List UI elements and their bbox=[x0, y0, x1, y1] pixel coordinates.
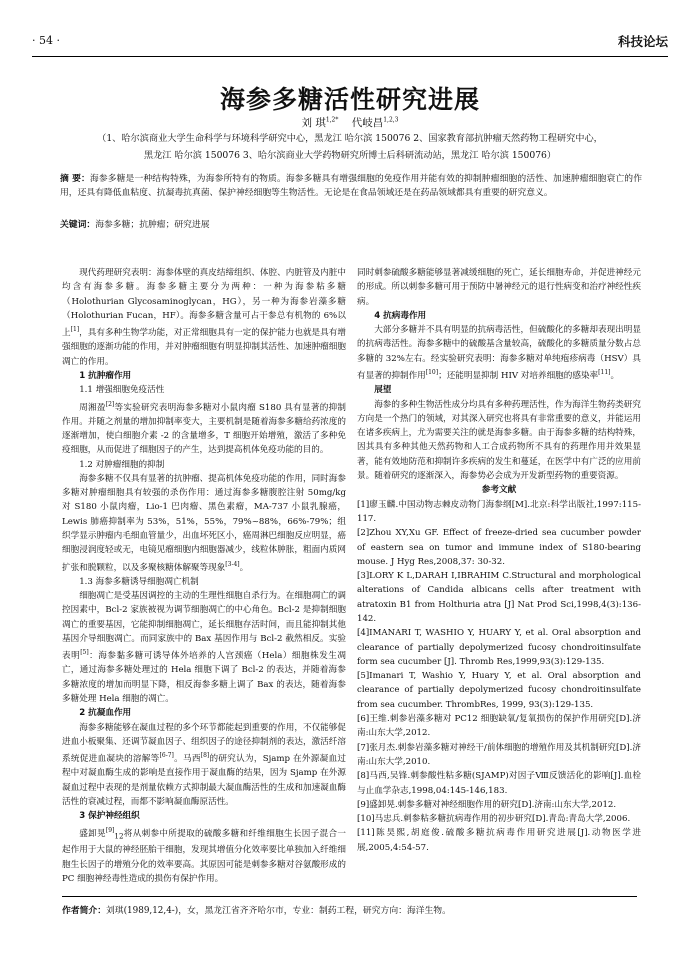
paragraph-text: 海参的多种生物活性成分均具有多种药理活性，作为海洋生物药类研究方向是一个热门的领域，对其深入研究也将具有非常重要的意义，并能运用在诸多疾病上，尤为需要关注的就是海参多糖。由于海参多糖的结构特殊，因其具有多种其他天然药物和人工合成药物所不具有的药理作用并效果显著，能有效地防范和抑制许多疾病的发生和蔓延，在医学中有广泛的应用前景。随着研究的逐渐深入，海参势必会成为开发新型药物的重要资源。 bbox=[357, 399, 641, 482]
section-heading bbox=[357, 383, 641, 397]
affiliations bbox=[60, 130, 640, 164]
reference-item: [3]LORY K L,DARAH I,IBRAHIM C.Structural and morphological alterations of Candida albicans cells after treatment with atratoxin B1 from Holthuria atra [J] Nat Prod Sci,1998,4(3):136-142. bbox=[357, 571, 641, 624]
paragraph-text: 周湘盈 bbox=[79, 402, 106, 413]
paragraph-text: 2 抗凝血作用 bbox=[79, 708, 132, 719]
paragraph-text: 细胞凋亡是受基因调控的主动的生理性细胞自杀行为。在细胞凋亡的调控因素中，Bcl-2 家族被视为调节细胞凋亡的中心角色。Bcl-2 是抑制细胞凋亡的重要基因，它能抑制细胞凋亡，延长细胞存活时间，而且能抑制其他基因介导细胞凋亡。而同家族中的 Bax 基因作用与 Bcl-2 截然相反。实验表明 bbox=[62, 591, 346, 662]
footer-rule bbox=[62, 896, 637, 897]
reference-list bbox=[357, 498, 641, 855]
reference-item: [6]王维.刺参岩藻多糖对 PC12 细胞缺氧/复氧损伤的保护作用研究[D].济南:山东大学,2012. bbox=[357, 714, 641, 739]
reference-item: [10]马忠兵.刺参粘多糖抗病毒作用的初步研究[D].青岛:青岛大学,2006. bbox=[357, 814, 631, 825]
reference-item: [7]张月杰.刺参岩藻多糖对神经干/前体细胞的增殖作用及其机制研究[D].济南:山东大学,2010. bbox=[357, 742, 641, 767]
reference-item: [4]IMANARI T, WASHIO Y, HUARY Y, et al. Oral absorption and clearance of partially depolymerized fucosy chondroitinsulfate form sea cucumber [J]. Thromb Res,1999,93(3):129-135. bbox=[357, 628, 641, 667]
body-paragraph bbox=[62, 266, 346, 369]
author-affil-mark: 1,2,3 bbox=[383, 116, 399, 124]
journal-section: 科技论坛 bbox=[617, 34, 668, 49]
paragraph-text: 将从刺参中所提取的硫酸多糖和纤维细胞生长因子混合一起作用于大鼠的神经胚胎干细胞，发现其增值分化效率要比单独加入纤维细胞生长因子的增殖分化的效率要高。其原因可能是刺参多糖对谷氨酸形成的 PC bbox=[62, 828, 346, 885]
paragraph-text: 海参多糖能够在凝血过程的多个环节都能起到重要的作用，不仅能够促进血小板聚集、还调节凝血因子、组织因子的途径抑制剂的表达，激活纤溶系统促进血凝块的溶解等 bbox=[62, 722, 346, 765]
citation-mark: [8] bbox=[200, 752, 210, 760]
keywords bbox=[60, 218, 642, 232]
citation-mark: [10] bbox=[425, 369, 439, 377]
reference-item: [9]盛卸晃.刺参多糖对神经细胞作用的研究[D].济南:山东大学,2012. bbox=[357, 799, 617, 810]
page-number: · 54 · bbox=[32, 34, 60, 47]
paragraph-text: 的研究认为，Sjamp 在外源凝血过程中对凝血酶生成的影响是直接作用于凝血酶的结果，因为 Sjamp 在外源凝血过程中表现的是剂量依赖方式抑制最大凝血酶活性的生成和加速凝血酶活性的衰减过程，而都不影响凝血酶原活性。 bbox=[62, 754, 346, 807]
paragraph-text: ；还能明显抑制 HIV 对培养细胞的感染率 bbox=[438, 370, 599, 381]
author-affil-mark: 1,2* bbox=[325, 116, 339, 124]
references-heading bbox=[357, 483, 641, 497]
article-title: 海参多糖活性研究进展 bbox=[219, 85, 480, 114]
body-paragraph bbox=[62, 824, 346, 887]
affiliation-line: 黑龙江 哈尔滨 150076 3、哈尔滨商业大学药物研究所博士后科研流动站，黑龙江 哈尔滨 150076） bbox=[143, 150, 557, 161]
keywords-text: 海参多糖；抗肿瘤；研究进展 bbox=[95, 220, 210, 230]
paragraph-text: 现代药理研究表明：海参体壁的真皮结缔组织、体腔、内脏管及内脏中均含有海参多糖。海参多糖主要分为两种：一种为海参粘多糖（Holothurian Glycosaminoglycan，HG），另一种为海参岩藻多糖（Holothurian Fucan，HF）。海参多糖含量可占干参总有机物的 6%以上 bbox=[62, 268, 346, 339]
abstract-text: 海参多糖是一种结构特殊，为海参所特有的物质。海参多糖具有增强细胞的免疫作用并能有效的抑制肿瘤细胞的活性、加速肿瘤细胞衰亡的作用，还具有降低血粘度、抗凝毒抗真菌、保护神经细胞等生物活性。无论是在食品领域还是在药品领域都具有重要的研究意义。 bbox=[60, 174, 642, 198]
author-name: 代岐昌 bbox=[351, 117, 384, 129]
paragraph-text: ：海参黏多糖可诱导体外培养的人宫颈癌（Hela）细胞株发生凋亡，通过海参多糖处理过的 Hela 细胞下调了 Bcl-2 的表达，并随着海参多糖浓度的增加而明显下降，相反海参多糖上调了 Bax 的表达，随着海参多糖处理 Hela 细胞的凋亡。 bbox=[62, 651, 346, 705]
paragraph-text: 。马西 bbox=[173, 754, 201, 765]
paragraph-text: 1.3 海参多糖诱导细胞凋亡机制 bbox=[79, 576, 199, 587]
body-column-right bbox=[357, 266, 641, 855]
subsection-heading bbox=[62, 458, 346, 472]
citation-mark: [5] bbox=[80, 649, 89, 657]
citation-mark: [3-4] bbox=[225, 560, 240, 568]
paragraph-text: ，具有多种生物学功能，对正常细胞具有一定的保护能力也就是具有增强细胞的逐渐功能的作用，并对肿瘤细胞有明显抑制其活性、加速肿瘤细胞凋亡的作用。 bbox=[62, 328, 346, 367]
paragraph-text: 1 抗肿瘤作用 bbox=[79, 370, 132, 381]
section-heading bbox=[62, 809, 346, 823]
reference-item: [2]Zhou XY,Xu GF. Effect of freeze-dried sea cucumber powder of eastern sea on tumor and immune index of S180-bearing mouse. J Hyg Res,2008,37: 30-32. bbox=[357, 528, 641, 567]
citation-mark: [11] bbox=[598, 369, 611, 377]
paragraph-text: 1.1 增强细胞免疫活性 bbox=[79, 385, 165, 396]
body-column-left bbox=[62, 266, 346, 886]
reference-item: [5]Imanari T, Washio Y, Huary Y, et al. Oral absorption and clearance of partially depolymerized fucosy chondroitinsulfate from sea cucumber. ThrombRes, 1999, 93(3):129-135. bbox=[357, 671, 641, 710]
affiliation-line: （1、哈尔滨商业大学生命科学与环境科学研究中心，黑龙江 哈尔滨 150076 2、国家教育部抗肿瘤天然药物工程研究中心， bbox=[97, 133, 603, 144]
body-paragraph bbox=[62, 721, 346, 810]
abstract-label: 摘 要： bbox=[60, 174, 90, 184]
subsection-heading bbox=[62, 575, 346, 589]
body-paragraph bbox=[62, 398, 346, 458]
body-paragraph bbox=[62, 589, 346, 706]
citation-mark: [1] bbox=[70, 326, 80, 334]
paragraph-text: 4 抗病毒作用 bbox=[374, 310, 427, 321]
running-header bbox=[32, 30, 668, 52]
subscript: 12 bbox=[114, 831, 124, 841]
header-rule bbox=[32, 56, 668, 57]
body-paragraph bbox=[357, 266, 641, 309]
citation-mark: [6-7] bbox=[159, 752, 174, 760]
body-paragraph bbox=[357, 323, 641, 383]
citation-mark: [2] bbox=[105, 400, 115, 408]
paragraph-text: 展望 bbox=[374, 385, 392, 396]
abstract bbox=[60, 172, 642, 200]
section-heading bbox=[62, 706, 346, 720]
reference-item: [11]陈昊熙,胡庭俊.硫酸多糖抗病毒作用研究进展[J].动物医学进展,2005,4:54-57. bbox=[357, 828, 641, 853]
paragraph-text: 3 保护神经组织 bbox=[79, 811, 140, 822]
subsection-heading bbox=[62, 383, 346, 397]
author-name: 刘 琪 bbox=[301, 117, 326, 129]
citation-mark: [9] bbox=[105, 826, 115, 834]
body-paragraph bbox=[62, 472, 346, 575]
keywords-label: 关键词： bbox=[60, 220, 96, 230]
author-bio-text: 刘琪(1989,12,4-)，女，黑龙江省齐齐哈尔市，专业：制药工程，研究方向：海洋生物。 bbox=[106, 906, 451, 916]
author-bio-label: 作者简介： bbox=[62, 906, 106, 916]
section-heading bbox=[62, 369, 346, 383]
paragraph-text: 大部分多糖并不具有明显的抗病毒活性，但硫酸化的多糖却表现出明显的抗病毒活性。海参多糖中的硫酸基含量较高，硫酸化的多糖质量分数占总多糖的 32%左右。经实验研究表明：海参多糖对单纯疱疹病毒（HSV）具有显著的抑制作用 bbox=[357, 325, 641, 381]
section-heading bbox=[357, 309, 641, 323]
author-bio bbox=[62, 903, 637, 916]
paragraph-text: 等实验研究表明海参多糖对小鼠肉瘤 S180 具有显著的抑制作用。并随之剂量的增加抑制率变大，主要机制是随着海参多糖给药浓度的逐渐增加，使白细胞介素 -2 的含量增多，T 细胞开始增殖，激活了多种免疫细胞，从而促进了细胞因子的产生，达到提高机体免疫功能的目的。 bbox=[62, 402, 346, 456]
paragraph-text: 细胞神经毒性造成的损伤有保护作用。 bbox=[74, 874, 224, 885]
paragraph-text: 同时刺参硫酸多糖能够显著减缓细胞的死亡，延长细胞寿命，并促进神经元的形成。所以刺参多糖可用于预防中暑神经元的退行性病变和治疗神经性疾病。 bbox=[357, 268, 641, 307]
paragraph-text: 1.2 对肿瘤细胞的抑制 bbox=[79, 459, 165, 470]
paragraph-text: 参考文献 bbox=[481, 485, 517, 496]
reference-item: [1]廖玉麟.中国动物志棘皮动物门海参纲[M].北京:科学出版社,1997:115-117. bbox=[357, 499, 641, 524]
reference-item: [8]马西,吴锋.刺参酸性粘多糖(SJAMP)对因子Ⅷ反馈活化的影响[J].血栓与止血学杂志,1998,04:145-146,183. bbox=[357, 771, 641, 796]
paragraph-text: 盛卸晃 bbox=[79, 828, 106, 839]
paragraph-text: 。 bbox=[239, 562, 249, 573]
paragraph-text: 海参多糖不仅具有显著的抗肿瘤、提高机体免疫功能的作用，同时海参多糖对肿瘤细胞具有较强的杀伤作用：通过海参多糖腹腔注射 50mg/kg 对 S180 小鼠肉瘤，Lio-1 巴肉瘤、黑色素瘤，MA-737 小鼠乳腺癌，Lewis 肺癌抑制率为 53%，51%，55%，79%~88%，66%-79%；组织学显示肿瘤内毛细血管量少，出血坏死区小，癌周淋巴细胞反应明显，癌细胞浸润度轻或无，电镜见瘤细胞内细胞器减少，线粒体肿胀，粗面内质网扩张和脱颗粒，以及多聚核糖体解聚等现象 bbox=[62, 473, 346, 573]
body-paragraph bbox=[357, 398, 641, 484]
paragraph-text: 。 bbox=[610, 370, 620, 381]
author-line bbox=[0, 115, 700, 130]
